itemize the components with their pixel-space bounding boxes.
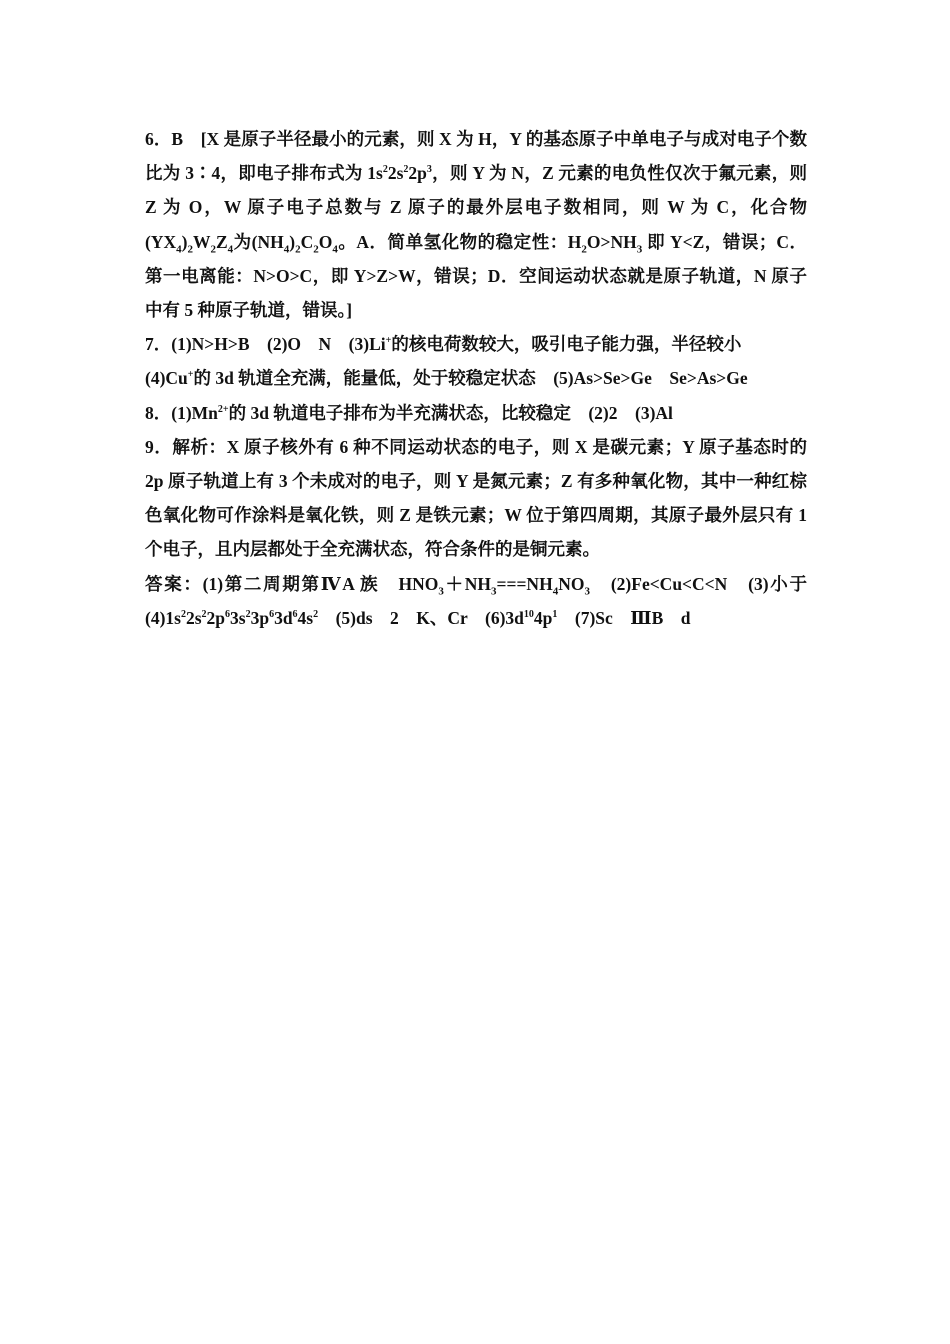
text-run: NO: [558, 573, 585, 594]
subscript: 3: [491, 585, 497, 598]
superscript: +: [187, 369, 194, 381]
text-run: 2s: [387, 163, 404, 184]
text-run: (4)Cu: [145, 368, 188, 389]
subscript: 3: [636, 243, 643, 256]
superscript: 6: [292, 609, 298, 621]
superscript: 6: [269, 609, 275, 621]
superscript: 3: [426, 164, 432, 176]
superscript: 2: [245, 609, 251, 621]
text-run: ＋NH: [443, 573, 492, 594]
subscript: 2: [210, 243, 216, 256]
text-run: 的 3d 轨道全充满，能量低，处于较稳定状态 (5)As>Se>Ge Se>As>Ge: [193, 368, 748, 389]
document-page: [145, 122, 825, 635]
text-run: O>NH: [586, 231, 637, 252]
subscript: 4: [176, 243, 182, 256]
text-run: 7．(1)N>H>B (2)O N (3)Li: [145, 334, 386, 355]
text-run: 即 Y<Z，错误；C．第一电离能：N>O>C，即 Y>Z>W，错误；D．空间运动状态就是原子轨道，N 原子中有 5 种原子轨道，错误。]: [145, 231, 808, 321]
superscript: 6: [225, 609, 231, 621]
text-run: ，则 Y 为 N，Z 元素的电负性仅次于氟元素，则 Z 为 O，W 原子电子总数与 Z 原子的最外层电子数相同，则 W 为 C，化合物(YX: [145, 163, 807, 252]
subscript: 2: [295, 243, 301, 256]
text-run: C: [300, 231, 314, 252]
subscript: 4: [552, 585, 559, 598]
text-run: 3p: [250, 607, 270, 628]
subscript: 2: [187, 243, 193, 256]
text-run: 2s: [185, 607, 202, 628]
text-run: ===NH: [496, 573, 553, 594]
text-run: 2p: [206, 607, 226, 628]
text-run: (5)ds 2 K、Cr (6)3d: [318, 607, 524, 628]
text-run: Z: [215, 231, 228, 252]
superscript: 2: [180, 609, 186, 621]
text-run: 3s: [230, 607, 246, 628]
subscript: 3: [584, 585, 590, 598]
text-run: ): [181, 231, 188, 252]
text-run: 8．(1)Mn: [145, 402, 218, 423]
subscript: 2: [313, 243, 319, 256]
superscript: 1: [552, 609, 558, 621]
subscript: 4: [283, 243, 290, 256]
superscript: 2: [382, 164, 388, 176]
answer-9-answer: [145, 567, 825, 635]
text-run: 2p: [408, 163, 427, 184]
text-run: 4s: [297, 607, 314, 628]
answer-6-paragraph: [145, 122, 807, 327]
text-run: 的核电荷数较大，吸引电子能力强，半径较小: [391, 334, 742, 355]
superscript: 2: [313, 609, 319, 621]
superscript: 2: [403, 164, 409, 176]
superscript: +: [385, 335, 392, 347]
text-run: 为(NH: [233, 231, 284, 252]
text-run: 答案：(1)第二周期第ⅣA 族 HNO: [145, 573, 439, 594]
superscript: 10: [523, 609, 534, 621]
text-run: W: [192, 231, 211, 252]
text-run: 4p: [533, 607, 553, 628]
subscript: 2: [581, 243, 587, 256]
subscript: 3: [438, 585, 444, 598]
text-run: 的 3d 轨道电子排布为半充满状态，比较稳定 (2)2 (3)Al: [228, 402, 673, 423]
answer-9-analysis: [145, 430, 807, 567]
text-run: ): [289, 231, 296, 252]
text-run: O: [318, 231, 333, 252]
text-run: 3d: [274, 607, 293, 628]
answer-8-paragraph: [145, 396, 807, 430]
superscript: 2+: [217, 403, 229, 415]
text-run: 9．解析：X 原子核外有 6 种不同运动状态的电子，则 X 是碳元素；Y 原子基态时的 2p 原子轨道上有 3 个未成对的电子，则 Y 是氮元素；Z 有多种氧化物，其中一种红棕色氧化物可作涂料是氧化铁，则 Z 是铁元素；W 位于第四周期，其原子最外层只有 1 个电子，且内层都处于全充满状态，符合条件的是铜元素。: [145, 436, 807, 560]
subscript: 4: [332, 243, 338, 256]
text-run: (7)Sc ⅢB d: [557, 607, 691, 628]
text-run: 6．B [X 是原子半径最小的元素，则 X 为 H，Y 的基态原子中单电子与成对电子个数比为 3∶4，即电子排布式为 1s: [145, 129, 807, 184]
answer-7-line-2: [145, 361, 807, 395]
text-run: 。A．简单氢化物的稳定性：H: [337, 231, 582, 252]
text-run: (2)Fe<Cu<C<N (3)小于 (4)1s: [145, 573, 825, 628]
answer-7-line-1: [145, 327, 807, 361]
superscript: 2: [201, 609, 207, 621]
subscript: 4: [227, 243, 234, 256]
